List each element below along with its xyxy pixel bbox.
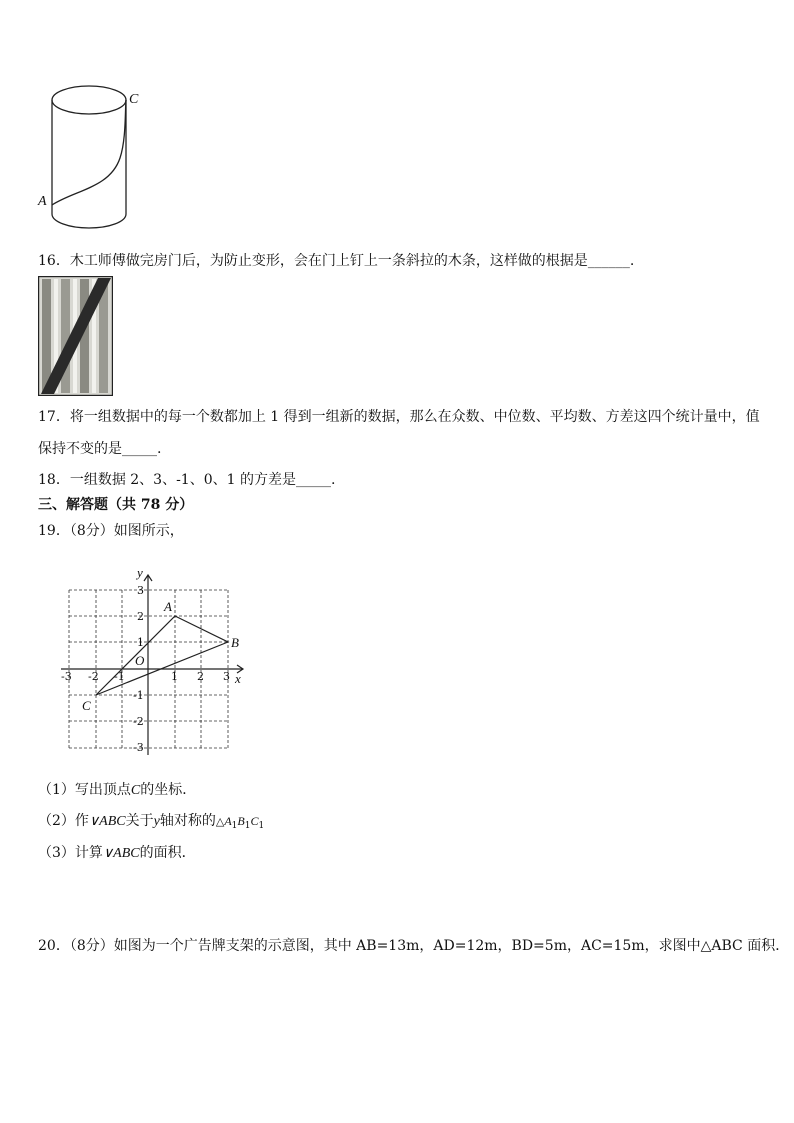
question-17-end: .: [157, 441, 162, 457]
vertex-b1: B: [237, 814, 245, 828]
answer-blank: _____: [295, 472, 331, 488]
question-18: [38, 469, 335, 489]
x-tick-label: -1: [114, 670, 125, 683]
section-title: 三、解答题（共 78 分）: [38, 497, 194, 513]
y-tick-label: 2: [137, 610, 144, 623]
part-3-text: （3）计算: [38, 845, 103, 861]
vertex-c1: C: [250, 814, 259, 828]
part-1-text-end: 的坐标．: [140, 782, 197, 798]
label-a: A: [38, 194, 47, 209]
axis-label-y: y: [137, 565, 143, 580]
triangle-abc: ∨ABC: [102, 846, 140, 861]
x-tick-label: -2: [88, 670, 99, 683]
point-label-b: B: [231, 635, 239, 650]
cylinder-figure: [30, 78, 150, 238]
question-16: [38, 250, 634, 270]
answer-blank: ______: [587, 253, 630, 269]
question-17-line-1: 17．将一组数据中的每一个数都加上 1 得到一组新的数据，那么在众数、中位数、平均数、方差这四个统计量中，值: [38, 409, 760, 425]
part-1-text: （1）写出顶点: [38, 782, 131, 798]
x-tick-label: 1: [171, 670, 178, 683]
vertex-c: C: [130, 783, 141, 798]
question-20: 20．（8分）如图为一个广告牌支架的示意图，其中 AB=13m，AD=12m，BD=5m，AC=15m，求图中△ABC 面积．: [38, 938, 790, 954]
question-17-text: 保持不变的是: [38, 441, 122, 457]
y-tick-label: -3: [133, 741, 144, 754]
question-19-part-2: [38, 810, 264, 831]
point-label-a: A: [164, 599, 172, 614]
question-18-end: .: [330, 472, 336, 488]
part-3-text-end: 的面积．: [139, 845, 196, 861]
x-tick-label: 3: [223, 670, 230, 683]
question-19-part-3: [38, 842, 196, 862]
subscript: 1: [258, 821, 265, 831]
y-tick-label: -2: [133, 715, 144, 728]
part-2-text: （2）作: [38, 813, 89, 829]
answer-blank: _____: [122, 441, 157, 457]
coordinate-grid-figure: [55, 565, 255, 760]
vertex-a1: A: [224, 814, 232, 828]
question-16-text: 16．木工师傅做完房门后，为防止变形，会在门上钉上一条斜拉的木条，这样做的根据是: [38, 253, 588, 269]
triangle-abc: ∨ABC: [88, 814, 126, 829]
origin-label: O: [135, 653, 145, 668]
subscript: 1: [244, 821, 251, 831]
question-19-intro: 19．（8分）如图所示，: [38, 523, 184, 539]
y-tick-label: 3: [137, 584, 144, 597]
question-19-part-1: [38, 779, 196, 799]
y-tick-label: 1: [137, 636, 144, 649]
triangle-symbol: △: [215, 815, 225, 828]
part-2-text-mid: 关于: [125, 813, 154, 829]
question-18-text: 18．一组数据 2、3、-1、0、1 的方差是: [38, 472, 296, 488]
subscript: 1: [231, 821, 238, 831]
door-image: [38, 276, 113, 396]
part-2-text-end: 轴对称的: [159, 813, 216, 829]
point-label-c: C: [82, 698, 91, 713]
y-axis-symbol: y: [153, 814, 160, 829]
x-tick-label: -3: [61, 670, 72, 683]
axis-label-x: x: [235, 671, 241, 686]
question-16-end: .: [629, 253, 635, 269]
x-tick-label: 2: [197, 670, 204, 683]
label-c: C: [129, 92, 139, 107]
y-tick-label: -1: [133, 689, 144, 702]
question-17-line-2: [38, 438, 161, 458]
